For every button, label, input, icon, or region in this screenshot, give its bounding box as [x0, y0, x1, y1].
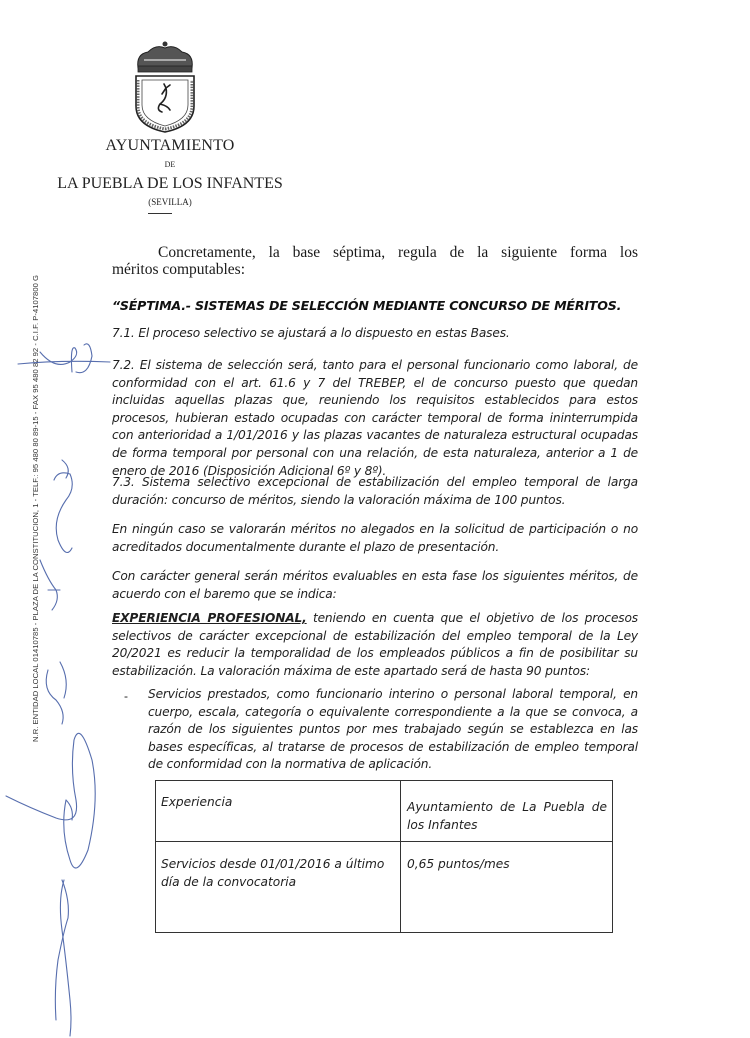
- bullet-marker: -: [124, 689, 128, 703]
- table-row-divider: [155, 841, 613, 842]
- table-cell-servicios: Servicios desde 01/01/2016 a último día de la convocatoria: [161, 857, 385, 889]
- letterhead-ayuntamiento: AYUNTAMIENTO: [105, 137, 235, 154]
- intro-line-1: Concretamente, la base séptima, regula de la siguiente forma los: [158, 244, 638, 261]
- experiencia-profesional-text: teniendo en cuenta que el objetivo de los procesos selectivos de carácter excepcional de estabilización del empleo temporal de la Ley 20/2021 es reducir la temporalidad de los empleados públicos a fin de posibilitar su estabilización. La valoración máxima de este apartado será de hasta 90 puntos:: [112, 611, 638, 678]
- experiencia-profesional-label: EXPERIENCIA PROFESIONAL,: [112, 611, 307, 625]
- paragraph-ningun-caso: En ningún caso se valorarán méritos no alegados en la solicitud de participación o no acreditados documentalmente durante el plazo de presentación.: [112, 522, 638, 554]
- section-heading: “SÉPTIMA.- SISTEMAS DE SELECCIÓN MEDIANTE CONCURSO DE MÉRITOS.: [112, 298, 622, 313]
- margin-registry-text: N.R. ENTIDAD LOCAL 01410785 - PLAZA DE LA CONSTITUCION, 1 - TELF.: 95 480 80 89-15 - FAX 95 480 82 92 - C.I.F. P-4107800 G: [31, 275, 40, 742]
- handwritten-signatures: [0, 0, 120, 1038]
- scoring-table: [155, 780, 613, 933]
- letterhead-province: (SEVILLA): [148, 197, 192, 207]
- intro-paragraph: [112, 244, 638, 278]
- paragraph-experiencia-profesional: [112, 610, 638, 680]
- table-header-ayuntamiento: Ayuntamiento de La Puebla de los Infantes: [407, 800, 607, 832]
- paragraph-caracter-general: Con carácter general serán méritos evaluables en esta fase los siguientes méritos, de acuerdo con el baremo que se indica:: [112, 569, 638, 601]
- paragraph-7-2: 7.2. El sistema de selección será, tanto para el personal funcionario como laboral, de conformidad con el art. 61.6 y 7 del TREBEP, el de concurso puesto que quedan incluidas aquellas plazas que, reuniendo los requisitos establecidos para estos procesos, hubieran estado ocupadas con carácter temporal de forma ininterrumpida con anterioridad a 1/01/2016 y las plazas vacantes de naturaleza estructural ocupadas de forma temporal por personal con una relación, de esta naturaleza, anterior a 1 de enero de 2016 (Disposición Adicional 6º y 8º).: [112, 358, 638, 478]
- paragraph-7-3: 7.3. Sistema selectivo excepcional de estabilización del empleo temporal de larga duración: concurso de méritos, siendo la valoración máxima de 100 puntos.: [112, 475, 638, 507]
- table-header-experiencia: Experiencia: [161, 795, 233, 809]
- bullet-servicios-prestados: Servicios prestados, como funcionario interino o personal laboral temporal, en cuerpo, escala, categoría o equivalente correspondiente a la que se convoca, a razón de los siguientes puntos por mes trabajado según se establezca en las bases específicas, al tratarse de procesos de estabilización de empleo temporal de conformidad con la normativa de aplicación.: [148, 687, 638, 772]
- table-cell-puntos: 0,65 puntos/mes: [407, 857, 510, 871]
- letterhead-rule: [148, 213, 172, 214]
- paragraph-7-1: 7.1. El proceso selectivo se ajustará a lo dispuesto en estas Bases.: [112, 326, 510, 340]
- letterhead-de: DE: [164, 160, 176, 169]
- intro-line-2: méritos computables:: [112, 261, 246, 278]
- letterhead-municipality: LA PUEBLA DE LOS INFANTES: [57, 175, 283, 192]
- coat-of-arms-logo: [130, 40, 200, 135]
